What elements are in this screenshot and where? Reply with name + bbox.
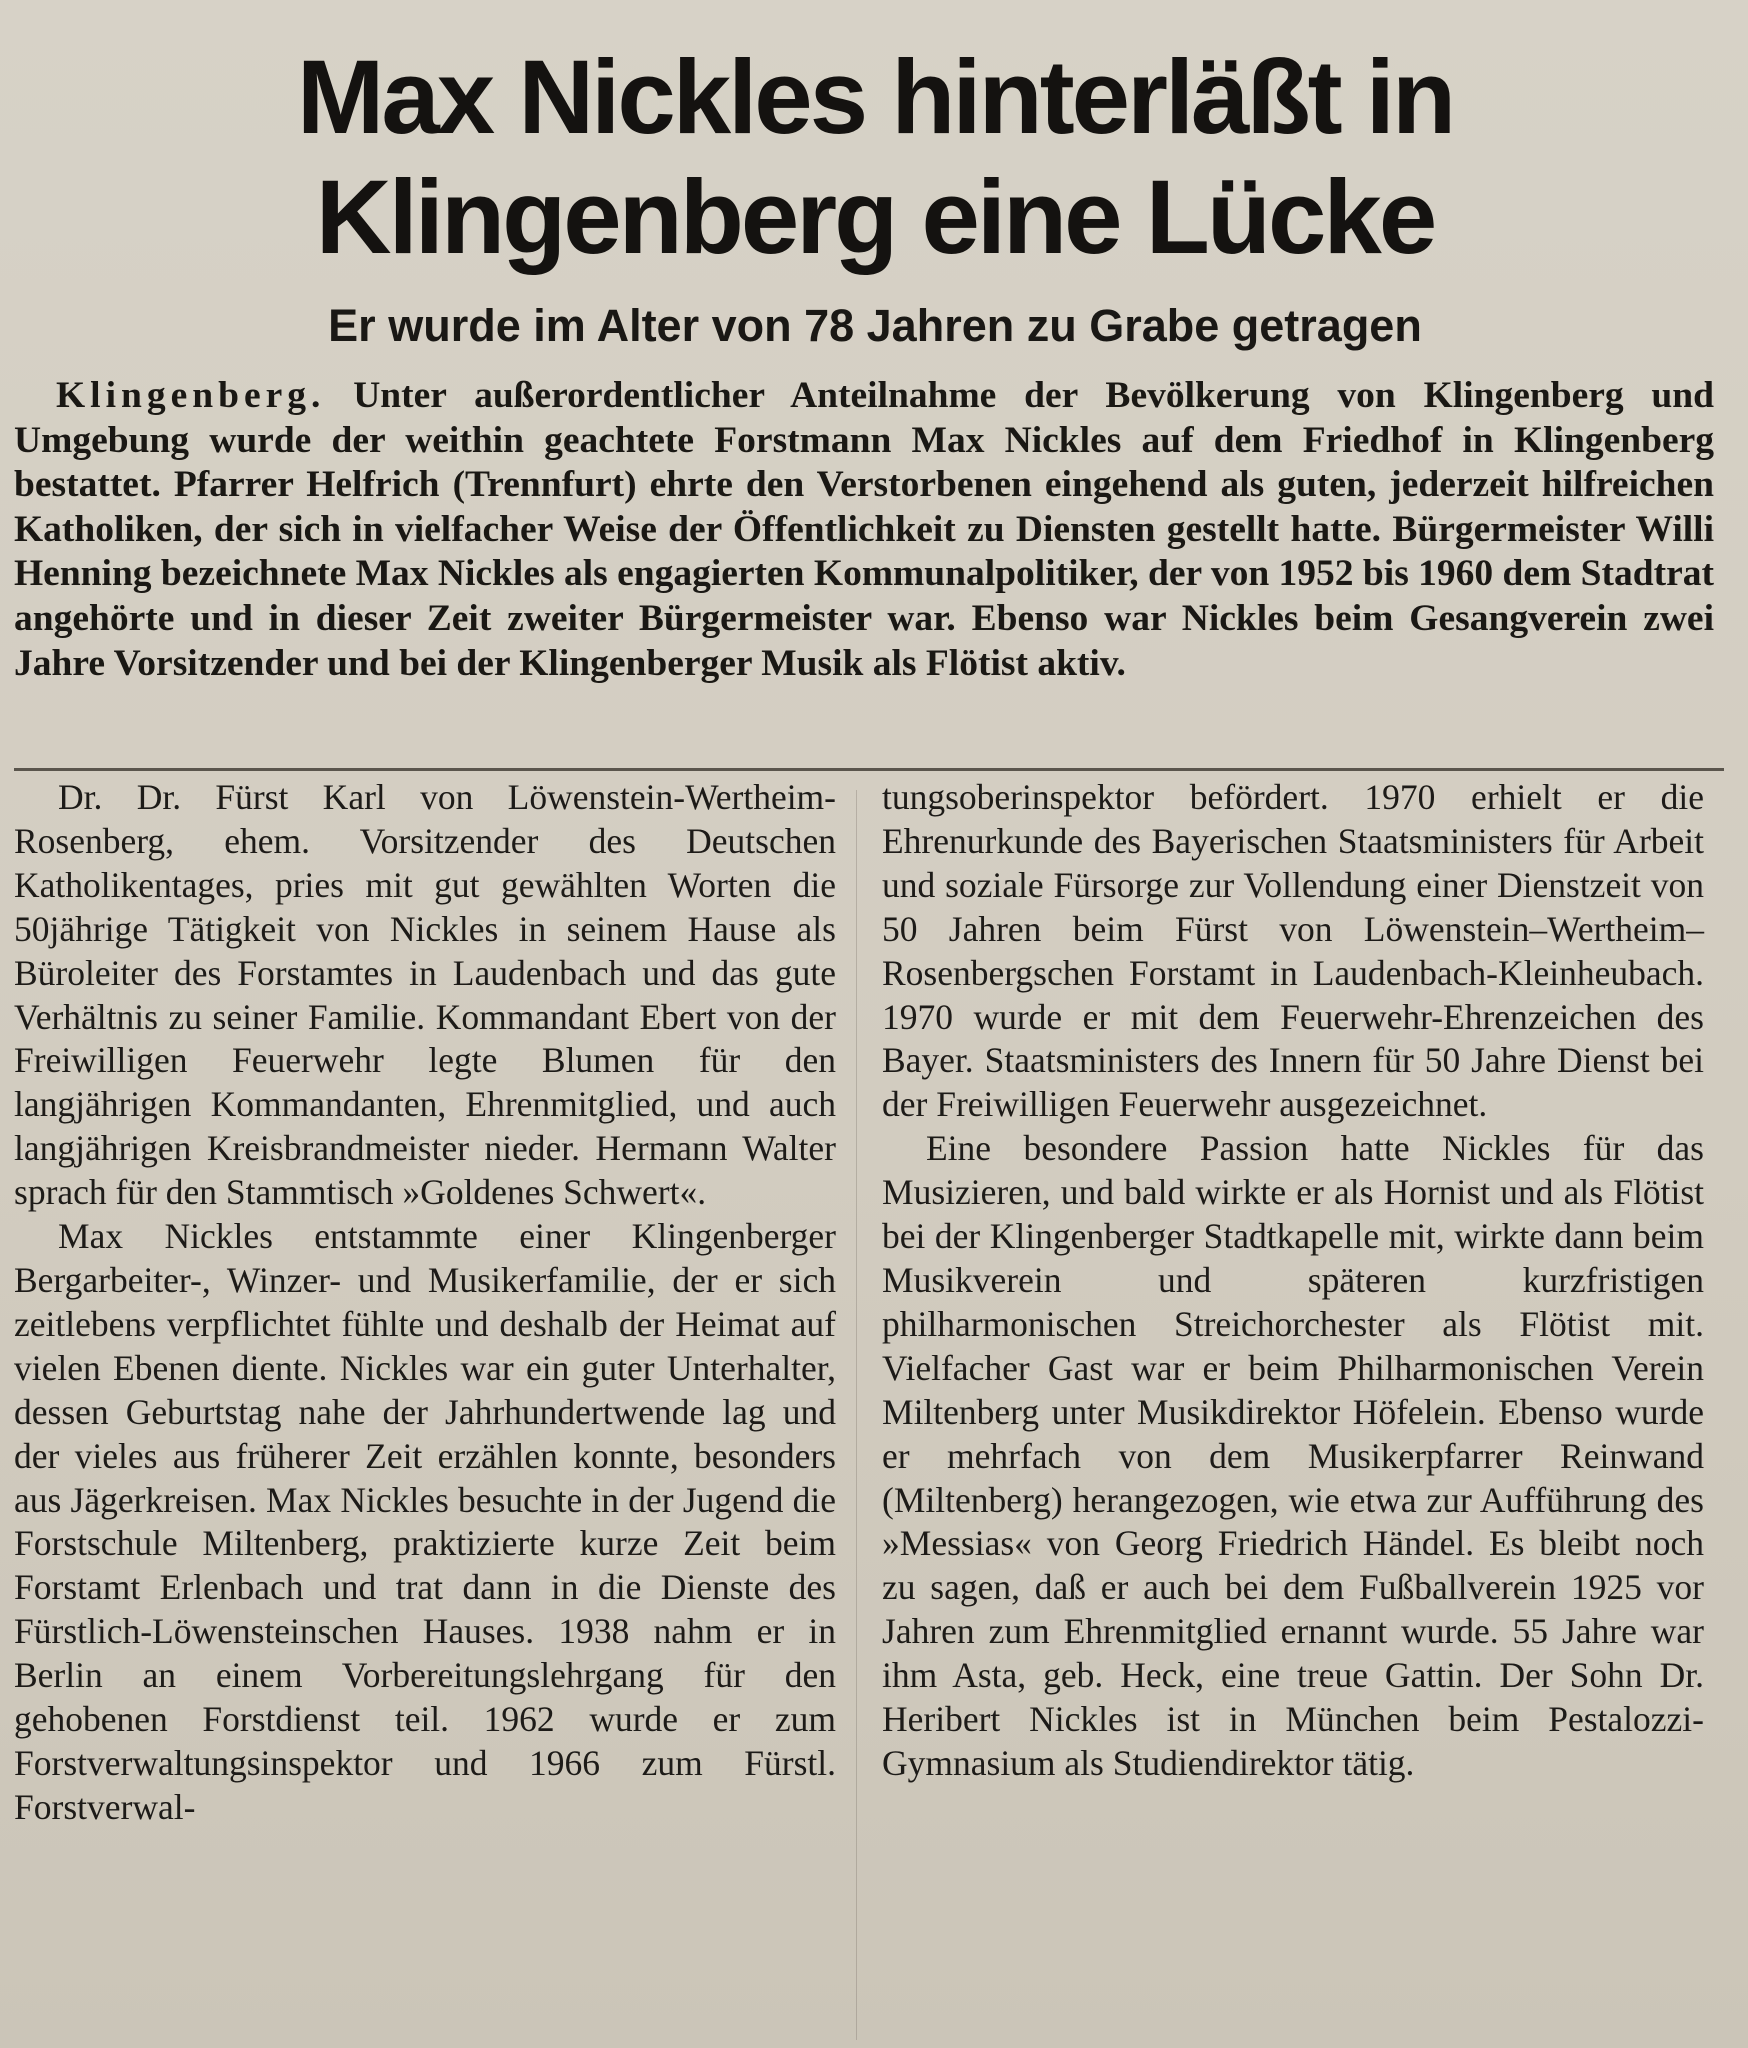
lead-text: Unter außerordentlicher Anteilnahme der Bevölkerung von Klingenberg und Umgebung wurde der weithin geachtete Forstmann Max Nickles auf dem Friedhof in Klingenberg bestattet. Pfarrer Helfrich (Trennfurt) ehrte den Verstorbenen eingehend als guten, jederzeit hilfreichen Katholiken, der sich in vielfacher Weise der Öffentlichkeit zu Diensten gestellt hatte. Bürgermeister Willi Henning bezeichnete Max Nickles als engagierten Kommunalpolitiker, der von 1952 bis 1960 dem Stadtrat angehörte und in dieser Zeit zweiter Bürgermeister war. Ebenso war Nickles beim Gesangverein zwei Jahre Vorsitzender und bei der Klingenberger Musik als Flötist aktiv.: [14, 375, 1714, 684]
headline: [60, 38, 1690, 278]
left-paragraph-1: Dr. Dr. Fürst Karl von Löwenstein-Wertheim-Rosenberg, ehem. Vorsitzender des Deutschen Katholikentages, pries mit gut gewählten Worten die 50jährige Tätigkeit von Nickles in seinem Hause als Büroleiter des Forstamtes in Laudenbach und das gute Verhältnis zu seiner Familie. Kommandant Ebert von der Freiwilligen Feuerwehr legte Blumen für den langjährigen Kommandanten, Ehrenmitglied, und auch langjährigen Kreisbrandmeister nieder. Hermann Walter sprach für den Stammtisch »Goldenes Schwert«.: [14, 777, 836, 1213]
lead-paragraph: [14, 374, 1714, 686]
right-paragraph-2: Eine besondere Passion hatte Nickles für das Musizieren, und bald wirkte er als Hornist und als Flötist bei der Klingenberger Stadtkapelle mit, wirkte dann beim Musikverein und späteren kurzfristigen philharmonischen Streichorchester als Flötist mit. Vielfacher Gast war er beim Philharmonischen Verein Miltenberg unter Musikdirektor Höfelein. Ebenso wurde er mehrfach von dem Musikerpfarrer Reinwand (Miltenberg) herangezogen, wie etwa zur Aufführung des »Messias« von Georg Friedrich Händel. Es bleibt noch zu sagen, daß er auch bei dem Fußballverein 1925 vor Jahren zum Ehrenmitglied ernannt wurde. 55 Jahre war ihm Asta, geb. Heck, eine treue Gattin. Der Sohn Dr. Heribert Nickles ist in München beim Pestalozzi-Gymnasium als Studiendirektor tätig.: [882, 1128, 1704, 1783]
right-paragraph-1: tungsoberinspektor befördert. 1970 erhielt er die Ehrenurkunde des Bayerischen Staatsministers für Arbeit und soziale Fürsorge zur Vollendung einer Dienstzeit von 50 Jahren beim Fürst von Löwenstein–Wertheim–Rosenbergschen Forstamt in Laudenbach-Kleinheubach. 1970 wurde er mit dem Feuerwehr-Ehrenzeichen des Bayer. Staatsministers des Innern für 50 Jahre Dienst bei der Freiwilligen Feuerwehr ausgezeichnet.: [882, 777, 1704, 1125]
column-gutter: [856, 790, 857, 2040]
headline-line-2: Klingenberg eine Lücke: [315, 159, 1435, 276]
lead-divider: [14, 768, 1724, 771]
left-column: [14, 776, 836, 1830]
headline-line-1: Max Nickles hinterläßt in: [296, 39, 1454, 156]
left-paragraph-2: Max Nickles entstammte einer Klingenberger Bergarbeiter-, Winzer- und Musikerfamilie, der er sich zeitlebens verpflichtet fühlte und deshalb der Heimat auf vielen Ebenen diente. Nickles war ein guter Unterhalter, dessen Geburtstag nahe der Jahrhundertwende lag und der vieles aus früherer Zeit erzählen konnte, besonders aus Jägerkreisen. Max Nickles besuchte in der Jugend die Forstschule Miltenberg, praktizierte kurze Zeit beim Forstamt Erlenbach und trat dann in die Dienste des Fürstlich-Löwensteinschen Hauses. 1938 nahm er in Berlin an einem Vorbereitungslehrgang für den gehobenen Forstdienst teil. 1962 wurde er zum Forstverwaltungsinspektor und 1966 zum Fürstl. Forstverwal-: [14, 1216, 836, 1827]
right-column: [882, 776, 1704, 1786]
subheadline: Er wurde im Alter von 78 Jahren zu Grabe getragen: [328, 300, 1422, 351]
dateline: Klingenberg.: [56, 375, 326, 416]
